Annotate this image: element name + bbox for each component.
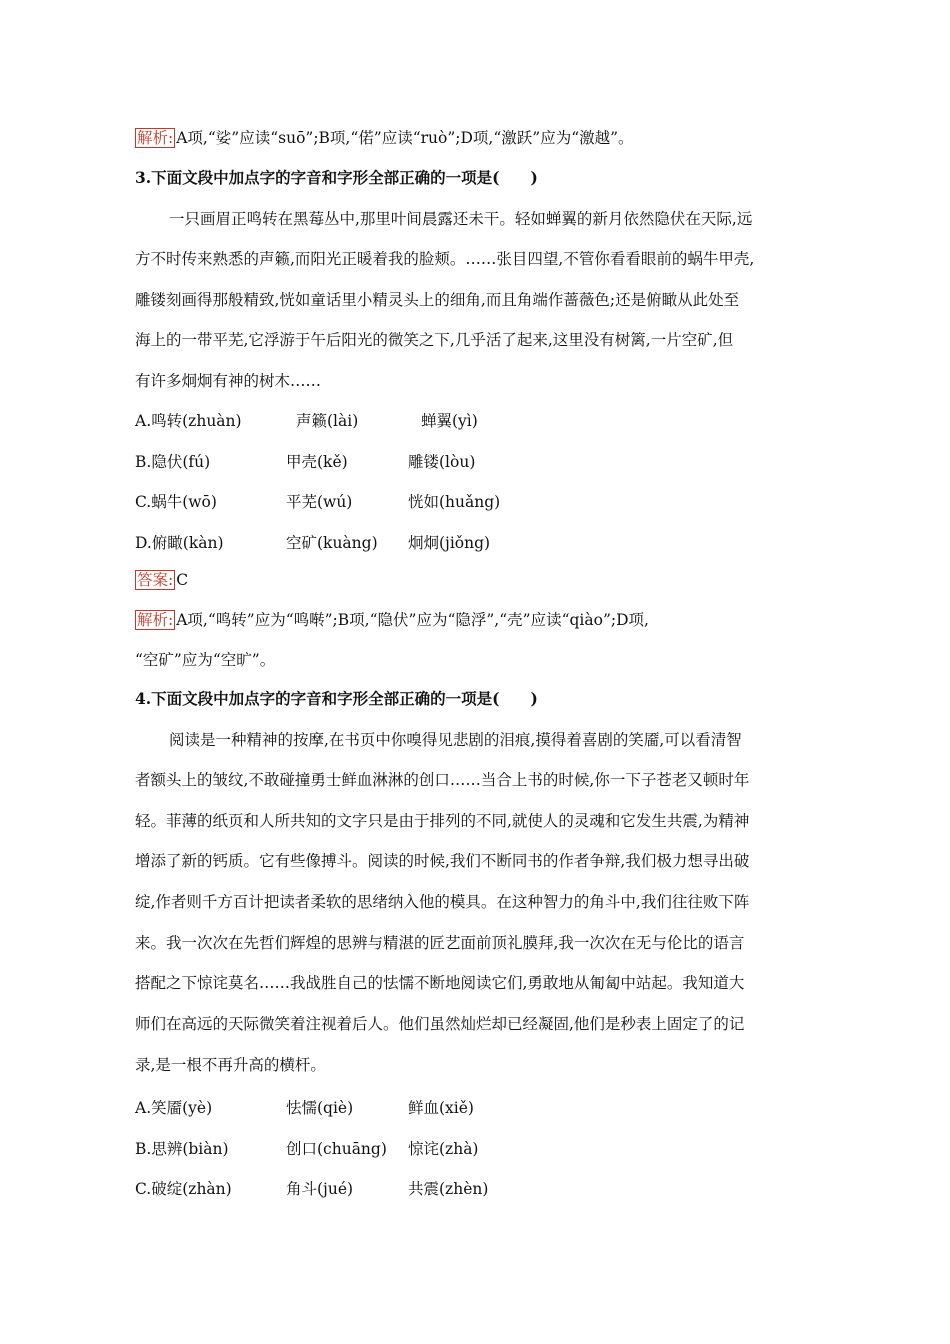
q4-stem: 4.下面文段中加点字的字音和字形全部正确的一项是( ): [135, 689, 538, 708]
option-item: A.笑靥(yè): [135, 1099, 213, 1117]
option-item: 空矿(kuàng): [286, 534, 378, 552]
option-item: B.思辨(biàn): [135, 1140, 229, 1158]
option-item: C.破绽(zhàn): [135, 1180, 232, 1198]
option-item: 恍如(huǎng): [408, 493, 501, 511]
option-item: 惊诧(zhà): [408, 1140, 479, 1158]
q4-passage-line: 搭配之下惊诧莫名……我战胜自己的怯懦不断地阅读它们,勇敢地从匍匐中站起。我知道大: [135, 974, 745, 992]
option-item: 甲壳(kě): [286, 453, 348, 471]
q4-passage-line: 来。我一次次在先哲们辉煌的思辨与精湛的匠艺面前顶礼膜拜,我一次次在无与伦比的语言: [135, 934, 745, 952]
answer-label: 答案:: [137, 571, 174, 589]
option-item: 声籁(lài): [296, 412, 359, 430]
q3-passage-line: 有许多炯炯有神的树木……: [135, 372, 322, 390]
q4-passage-line: 录,是一根不再升高的横杆。: [135, 1056, 326, 1074]
q4-passage-line: 阅读是一种精神的按摩,在书页中你嗅得见悲剧的泪痕,摸得着喜剧的笑靥,可以看清智: [169, 731, 742, 749]
option-item: A.鸣转(zhuàn): [135, 412, 242, 430]
q3-analysis-line: [135, 609, 649, 631]
q4-passage-line: 绽,作者则千方百计把读者柔软的思绪纳入他的模具。在这种智力的角斗中,我们往往败下阵: [135, 893, 750, 911]
analysis-label: 解析:: [137, 129, 174, 147]
option-item: 炯炯(jiǒng): [408, 534, 491, 552]
q3-answer-value: C: [176, 571, 189, 589]
q4-passage-line: 者额头上的皱纹,不敢碰撞勇士鲜血淋淋的创口……当合上书的时候,你一下子苍老又顿时年: [135, 771, 750, 789]
q3-stem: 3.下面文段中加点字的字音和字形全部正确的一项是( ): [135, 168, 538, 187]
analysis-label: 解析:: [137, 611, 174, 629]
option-item: 鲜血(xiě): [408, 1099, 474, 1117]
option-item: 雕镂(lòu): [408, 453, 476, 471]
option-item: 共震(zhèn): [408, 1180, 489, 1198]
option-item: B.隐伏(fú): [135, 453, 211, 471]
option-item: 平芜(wú): [286, 493, 353, 511]
q3-passage-line: 海上的一带平芜,它浮游于午后阳光的微笑之下,几乎活了起来,这里没有树篱,一片空矿,但: [135, 331, 734, 349]
q4-passage-line: 师们在高远的天际微笑着注视着后人。他们虽然灿烂却已经凝固,他们是秒表上固定了的记: [135, 1015, 745, 1033]
q2-analysis-line: [135, 127, 634, 149]
q3-passage-line: 雕镂刻画得那般精致,恍如童话里小精灵头上的细角,而且角端作蔷薇色;还是俯瞰从此处至: [135, 291, 740, 309]
q3-passage-line: 方不时传来熟悉的声籁,而阳光正暖着我的脸颊。……张目四望,不管你看看眼前的蜗牛甲壳,: [135, 250, 755, 268]
option-item: C.蜗牛(wō): [135, 493, 217, 511]
q3-analysis-text: A项,“鸣转”应为“鸣啭”;B项,“隐伏”应为“隐浮”,“壳”应读“qiào”;D项,: [176, 611, 649, 629]
q3-passage-line: 一只画眉正鸣转在黑莓丛中,那里叶间晨露还未干。轻如蝉翼的新月依然隐伏在天际,远: [169, 210, 753, 228]
q2-analysis-text: A项,“娑”应读“suō”;B项,“偌”应读“ruò”;D项,“激跃”应为“激越”。: [176, 129, 634, 147]
option-item: 角斗(jué): [286, 1180, 354, 1198]
option-item: D.俯瞰(kàn): [135, 534, 224, 552]
q3-analysis-line-2: “空矿”应为“空旷”。: [135, 651, 276, 669]
q3-answer-line: [135, 569, 188, 591]
option-item: 蝉翼(yì): [421, 412, 478, 430]
q4-passage-line: 增添了新的钙质。它有些像搏斗。阅读的时候,我们不断同书的作者争辩,我们极力想寻出破: [135, 852, 750, 870]
option-item: 创口(chuāng): [286, 1140, 387, 1158]
option-item: 怯懦(qiè): [286, 1099, 354, 1117]
q4-passage-line: 轻。菲薄的纸页和人所共知的文字只是由于排列的不同,就使人的灵魂和它发生共震,为精神: [135, 812, 750, 830]
